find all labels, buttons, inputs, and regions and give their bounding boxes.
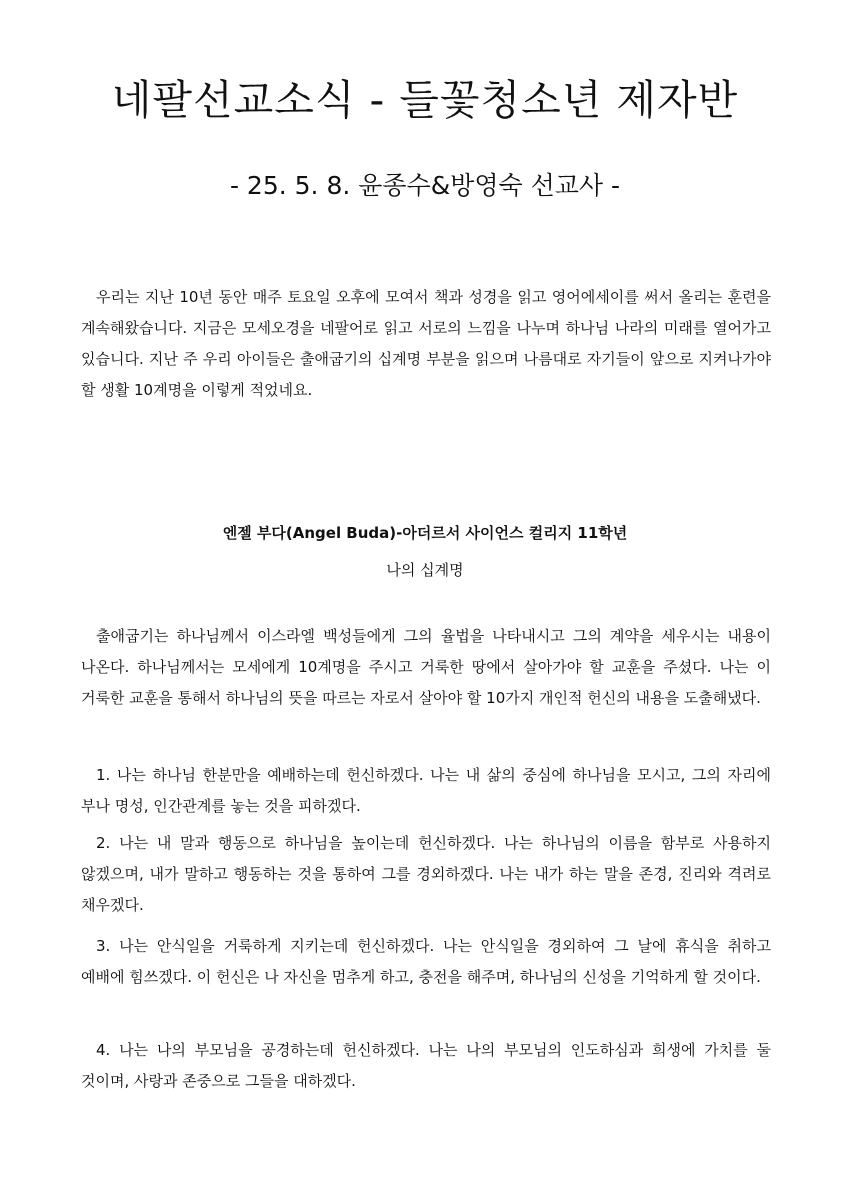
commitment-item-3: 3. 나는 안식일을 거룩하게 지키는데 헌신하겠다. 나는 안식일을 경외하여 그 날에 휴식을 취하고 예배에 힘쓰겠다. 이 헌신은 나 자신을 멈추게 하고, 충전을 해주며, 하나님의 신성을 기억하게 할 것이다. xyxy=(81,937,771,986)
commitment-item-1: 1. 나는 하나님 한분만을 예배하는데 헌신하겠다. 나는 내 삶의 중심에 하나님을 모시고, 그의 자리에 부나 명성, 인간관계를 놓는 것을 피하겠다. xyxy=(81,766,771,815)
essay-title: 나의 십계명 xyxy=(386,561,464,579)
intro-paragraph: 우리는 지난 10년 동안 매주 토요일 오후에 모여서 책과 성경을 읽고 영어에세이를 써서 올리는 훈련을 계속해왔습니다. 지금은 모세오경을 네팔어로 읽고 서로의 느낌을 나누며 하나님 나라의 미래를 열어가고 있습니다. 지난 주 우리 아이들은 출애굽기의 십계명 부분을 읽으며 나름대로 자기들이 앞으로 지켜나가야 할 생활 10계명을 이렇게 적었네요. xyxy=(81,288,771,399)
commitment-item-4: 4. 나는 나의 부모님을 공경하는데 헌신하겠다. 나는 나의 부모님의 인도하심과 희생에 가치를 둘 것이며, 사랑과 존중으로 그들을 대하겠다. xyxy=(81,1041,771,1090)
page-subtitle: - 25. 5. 8. 윤종수&방영숙 선교사 - xyxy=(229,171,621,200)
commitment-item-2: 2. 나는 내 말과 행동으로 하나님을 높이는데 헌신하겠다. 나는 하나님의 이름을 함부로 사용하지 않겠으며, 내가 말하고 행동하는 것을 통하여 그를 경외하겠다. 나는 내가 하는 말을 존경, 진리와 격려로 채우겠다. xyxy=(81,834,771,914)
student-heading: 엔젤 부다(Angel Buda)-아더르서 사이언스 컬리지 11학년 xyxy=(222,524,628,542)
essay-intro-paragraph: 출애굽기는 하나님께서 이스라엘 백성들에게 그의 율법을 나타내시고 그의 계약을 세우시는 내용이 나온다. 하나님께서는 모세에게 10계명을 주시고 거룩한 땅에서 살아가야 할 교훈을 주셨다. 나는 이 거룩한 교훈을 통해서 하나님의 뜻을 따르는 자로서 살아야 할 10가지 개인적 헌신의 내용을 도출해냈다. xyxy=(81,627,771,707)
page-title: 네팔선교소식 - 들꽃청소년 제자반 xyxy=(111,76,739,124)
